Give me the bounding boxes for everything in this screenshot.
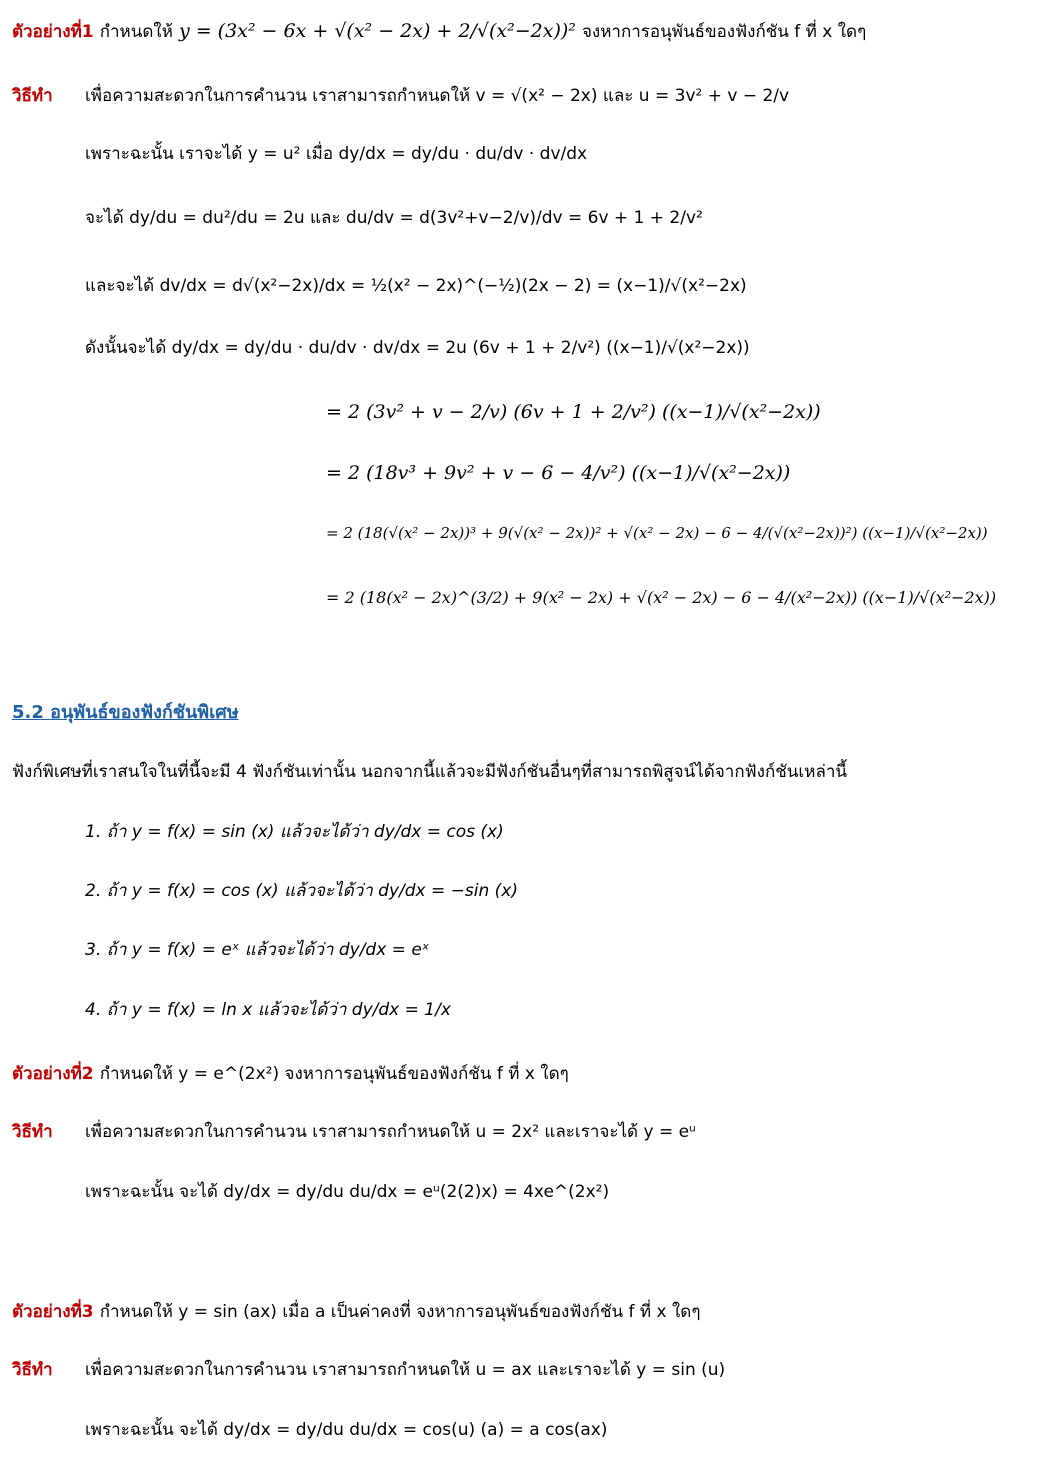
- solution1-line8: = 2 (18(√(x² − 2x))³ + 9(√(x² − 2x))² + √(x² − 2x) − 6 − 4/(√(x²−2x))²) ((x−1)/√(x²−2x)): [326, 524, 988, 542]
- solution1-line1: เพื่อความสะดวกในการคำนวน เราสามารถกำหนดให้ v = √(x² − 2x) และ u = 3v² + v − 2/v: [85, 86, 790, 106]
- rule-ln: 4. ถ้า y = f(x) = ln x แล้วจะได้ว่า dy/dx = 1/x: [85, 1000, 451, 1020]
- solution1-line3: จะได้ dy/du = du²/du = 2u และ du/dv = d(3v²+v−2/v)/dv = 6v + 1 + 2/v²: [85, 208, 703, 228]
- section-heading: 5.2 อนุพันธ์ของฟังก์ชันพิเศษ: [12, 702, 239, 723]
- solution1-line2: เพราะฉะนั้น เราจะได้ y = u² เมื่อ dy/dx = dy/du · du/dv · dv/dx: [85, 144, 588, 164]
- example3-label: ตัวอย่างที่3: [12, 1302, 94, 1322]
- example2-row: [12, 1064, 569, 1083]
- example2-statement: กำหนดให้ y = e^(2x²) จงหาการอนุพันธ์ของฟังก์ชัน f ที่ x ใดๆ: [99, 1064, 569, 1084]
- example1-task: จงหาการอนุพันธ์ของฟังก์ชัน f ที่ x ใดๆ: [581, 22, 867, 42]
- solution1-line9: = 2 (18(x² − 2x)^(3/2) + 9(x² − 2x) + √(x² − 2x) − 6 − 4/(x²−2x)) ((x−1)/√(x²−2x)): [326, 588, 997, 607]
- example1-equation: y = (3x² − 6x + √(x² − 2x) + 2/√(x²−2x))²: [178, 20, 576, 42]
- solution2-line2: เพราะฉะนั้น จะได้ dy/dx = dy/du du/dx = eᵘ(2(2)x) = 4xe^(2x²): [85, 1182, 610, 1202]
- example2-label: ตัวอย่างที่2: [12, 1064, 94, 1084]
- solution1-line6: = 2 (3v² + v − 2/v) (6v + 1 + 2/v²) ((x−1)/√(x²−2x)): [326, 401, 821, 423]
- example1-intro: กำหนดให้: [99, 22, 173, 42]
- rule-exp: 3. ถ้า y = f(x) = eˣ แล้วจะได้ว่า dy/dx = eˣ: [85, 940, 430, 960]
- solution3-label: วิธีทำ: [12, 1360, 53, 1380]
- solution1-line4: และจะได้ dv/dx = d√(x²−2x)/dx = ½(x² − 2x)^(−½)(2x − 2) = (x−1)/√(x²−2x): [85, 276, 747, 296]
- solution1-line7: = 2 (18v³ + 9v² + v − 6 − 4/v²) ((x−1)/√(x²−2x)): [326, 462, 791, 484]
- example3-row: [12, 1302, 700, 1321]
- solution1-line5: ดังนั้นจะได้ dy/dx = dy/du · du/dv · dv/dx = 2u (6v + 1 + 2/v²) ((x−1)/√(x²−2x)): [85, 338, 750, 358]
- rule-sin: 1. ถ้า y = f(x) = sin (x) แล้วจะได้ว่า dy/dx = cos (x): [85, 822, 504, 842]
- solution2-line1: เพื่อความสะดวกในการคำนวน เราสามารถกำหนดให้ u = 2x² และเราจะได้ y = eᵘ: [85, 1122, 696, 1142]
- example1-row: [12, 22, 866, 41]
- solution3-line1: เพื่อความสะดวกในการคำนวน เราสามารถกำหนดให้ u = ax และเราจะได้ y = sin (u): [85, 1360, 726, 1380]
- solution2-label: วิธีทำ: [12, 1122, 53, 1142]
- example1-label: ตัวอย่างที่1: [12, 22, 94, 42]
- solution1-label: วิธีทำ: [12, 86, 53, 106]
- rule-cos: 2. ถ้า y = f(x) = cos (x) แล้วจะได้ว่า dy/dx = −sin (x): [85, 881, 518, 901]
- section-intro: ฟังก์พิเศษที่เราสนใจในที่นี้จะมี 4 ฟังก์ชันเท่านั้น นอกจากนี้แล้วจะมีฟังก์ชันอื่นๆที่สามารถพิสูจน์ได้จากฟังก์ชันเหล่านี้: [12, 762, 848, 782]
- solution3-line2: เพราะฉะนั้น จะได้ dy/dx = dy/du du/dx = cos(u) (a) = a cos(ax): [85, 1420, 608, 1440]
- example3-statement: กำหนดให้ y = sin (ax) เมื่อ a เป็นค่าคงที่ จงหาการอนุพันธ์ของฟังก์ชัน f ที่ x ใดๆ: [99, 1302, 701, 1322]
